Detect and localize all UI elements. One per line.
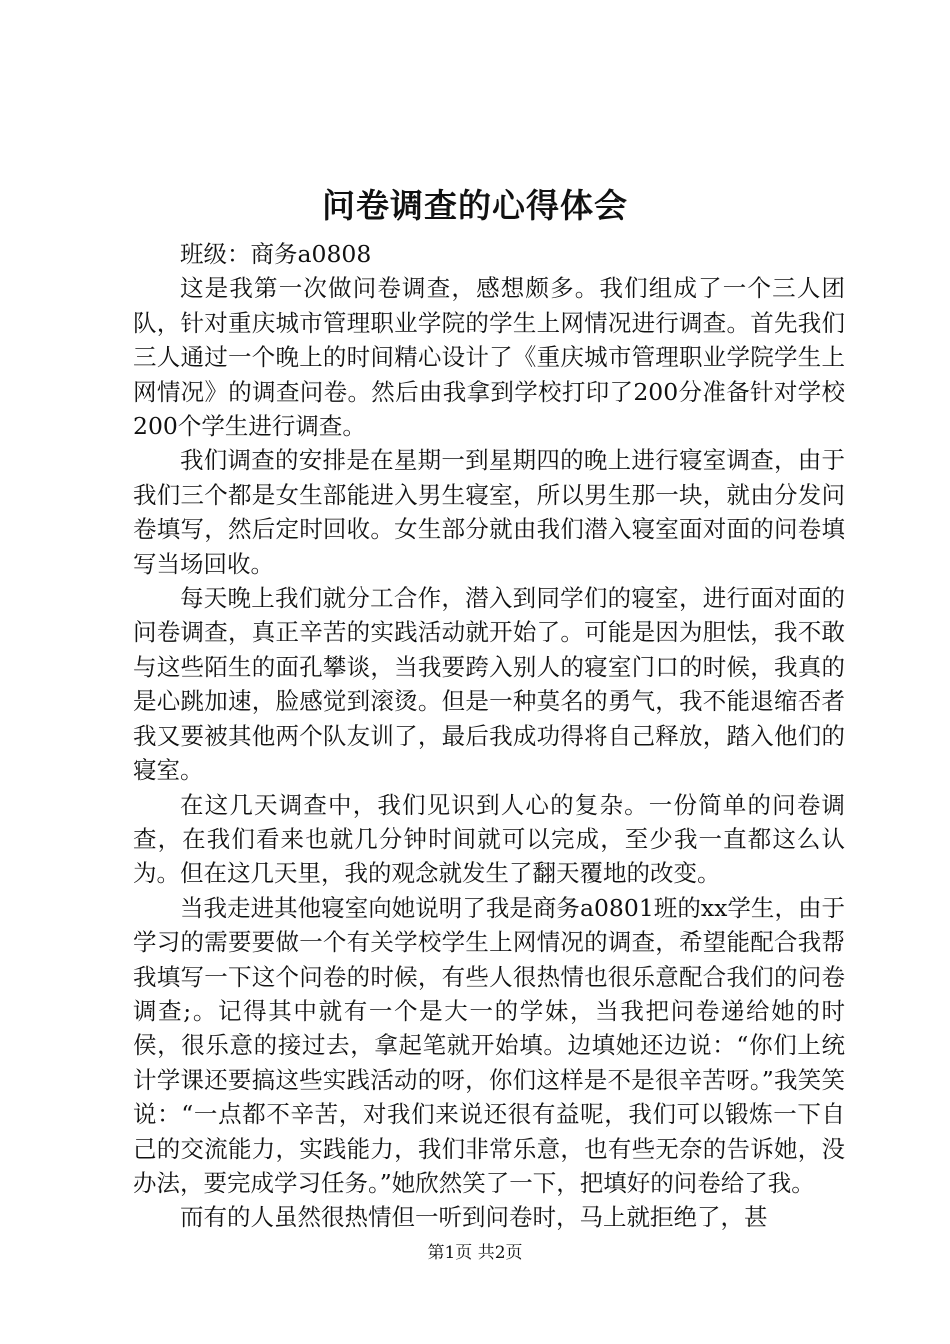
- document-title: 问卷调查的心得体会: [322, 186, 628, 225]
- paragraph-class-info: 班级：商务a0808: [180, 240, 372, 268]
- paragraph-cooperation: 当我走进其他寝室向她说明了我是商务a0801班的xx学生，由于学习的需要要做一个有关学校学生上网情况的调查，希望能配合我帮我填写一下这个问卷的时候，有些人很热情也很乐意配合我们的问卷调查;。记得其中就有一个是大一的学妹，当我把问卷递给她的时侯，很乐意的接过去，拿起笔就开始填。边填她还边说：“你们上统计学课还要搞这些实践活动的呀，你们这样是不是很辛苦呀。”我笑笑说：“一点都不辛苦，对我们来说还很有益呢，我们可以锻炼一下自己的交流能力，实践能力，我们非常乐意，也有些无奈的告诉她，没办法，要完成学习任务。”她欣然笑了一下，把填好的问卷给了我。: [133, 893, 845, 1197]
- document-body: [133, 237, 845, 1235]
- page-indicator: 第1页 共2页: [427, 1243, 523, 1263]
- paragraph-refusal: 而有的人虽然很热情但一听到问卷时，马上就拒绝了，甚: [180, 1203, 768, 1232]
- paragraph-experience: 在这几天调查中，我们见识到人心的复杂。一份简单的问卷调查，在我们看来也就几分钟时间就可以完成，至少我一直都这么认为。但在这几天里，我的观念就发生了翻天覆地的改变。: [133, 790, 845, 888]
- paragraph-teamwork: 每天晚上我们就分工合作，潜入到同学们的寝室，进行面对面的问卷调查，真正辛苦的实践活动就开始了。可能是因为胆怯，我不敢与这些陌生的面孔攀谈，当我要跨入别人的寝室门口的时候，我真的是心跳加速，脸感觉到滚烫。但是一种莫名的勇气，我不能退缩否者我又要被其他两个队友训了，最后我成功得将自己释放，踏入他们的寝室。: [133, 584, 845, 785]
- paragraph-schedule: 我们调查的安排是在星期一到星期四的晚上进行寝室调查，由于我们三个都是女生部能进入男生寝室，所以男生那一块，就由分发问卷填写，然后定时回收。女生部分就由我们潜入寝室面对面的问卷填写当场回收。: [133, 446, 845, 578]
- paragraph-intro: 这是我第一次做问卷调查，感想颇多。我们组成了一个三人团队，针对重庆城市管理职业学院的学生上网情况进行调查。首先我们三人通过一个晚上的时间精心设计了《重庆城市管理职业学院学生上网情况》的调查问卷。然后由我拿到学校打印了200分准备针对学校200个学生进行调查。: [133, 274, 845, 441]
